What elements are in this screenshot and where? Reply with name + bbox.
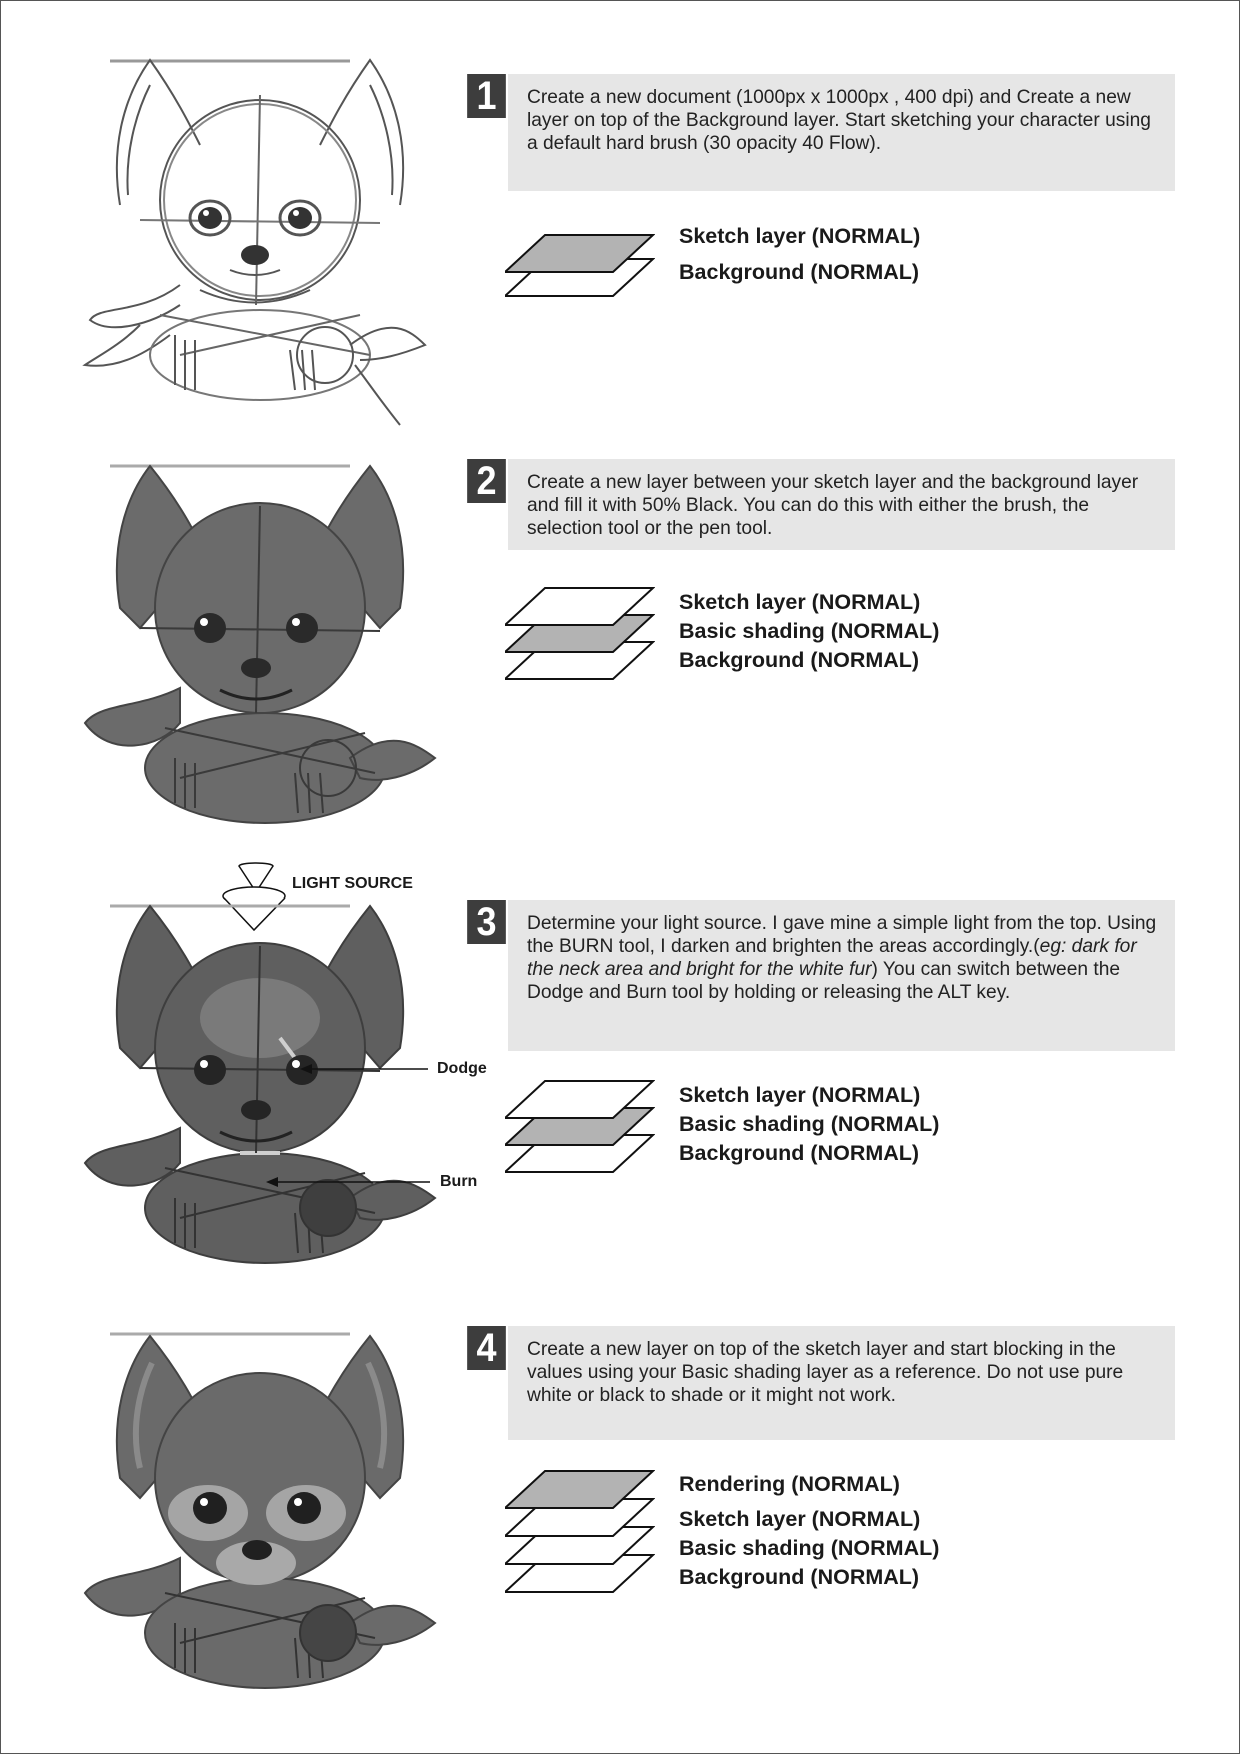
step-2-instructions	[508, 459, 1175, 550]
layer-label-rendering: Rendering (NORMAL)	[679, 1472, 900, 1496]
step-1-text: Create a new document (1000px x 1000px , 400 dpi) and Create a new layer on top of the Background layer. Start sketching your character using a default hard brush (30 opacity 40 Flow).	[527, 87, 1151, 154]
step-1-layer-stack-icon	[505, 232, 655, 300]
layer-label-background: Background (NORMAL)	[679, 1141, 920, 1165]
light-source-label: LIGHT SOURCE	[292, 875, 413, 892]
layer-label-background: Background (NORMAL)	[679, 260, 920, 284]
layer-label-sketch: Sketch layer (NORMAL)	[679, 224, 921, 248]
dodge-label: Dodge	[437, 1060, 487, 1077]
layer-label-sketch: Sketch layer (NORMAL)	[679, 590, 921, 614]
step-2-text: Create a new layer between your sketch layer and the background layer and fill it with 50% Black. You can do this with either the brush, the selection tool or the pen tool.	[527, 472, 1139, 539]
step-3-layer-stack-icon	[505, 1078, 655, 1176]
step-3-instructions	[508, 900, 1175, 1051]
layer-label-background: Background (NORMAL)	[679, 648, 920, 672]
layer-label-basic-shading: Basic shading (NORMAL)	[679, 1112, 940, 1136]
dodge-arrow	[300, 1062, 430, 1076]
step-4-text: Create a new layer on top of the sketch layer and start blocking in the values using your Basic shading layer as a reference. Do not use pure white or black to shade or it might not work.	[527, 1339, 1124, 1406]
layer-label-basic-shading: Basic shading (NORMAL)	[679, 619, 940, 643]
step-1-instructions	[508, 74, 1175, 191]
layer-label-basic-shading: Basic shading (NORMAL)	[679, 1536, 940, 1560]
fox-rendering-illustration	[80, 1328, 450, 1713]
layer-label-background: Background (NORMAL)	[679, 1565, 920, 1589]
burn-label: Burn	[440, 1173, 478, 1190]
step-1-number-badge: 1	[467, 74, 506, 118]
fox-basic-shading-illustration	[80, 458, 450, 858]
step-3-text-part-2: ) You can switch between the Dodge and Burn tool by holding or releasing the ALT key.	[527, 959, 1121, 1003]
burn-arrow	[266, 1175, 432, 1189]
step-3-text	[527, 912, 1157, 1004]
step-3-number-badge: 3	[467, 900, 506, 944]
fox-sketch-illustration	[80, 55, 450, 440]
step-2-number-badge: 2	[467, 459, 506, 503]
fox-dodge-burn-illustration	[80, 898, 450, 1298]
step-2-layer-stack-icon	[505, 585, 655, 683]
step-4-number-badge: 4	[467, 1326, 506, 1370]
step-4-instructions	[508, 1326, 1175, 1440]
step-3-text-part-1: Determine your light source. I gave mine a simple light from the top. Using the BURN tool, I darken and brighten the areas accordingly.(	[527, 913, 1157, 957]
step-4-layer-stack-icon	[505, 1468, 655, 1596]
layer-label-sketch: Sketch layer (NORMAL)	[679, 1507, 921, 1531]
layer-label-sketch: Sketch layer (NORMAL)	[679, 1083, 921, 1107]
step-3-text-italic: eg: dark for the neck area and bright for the white fur	[527, 936, 1137, 980]
